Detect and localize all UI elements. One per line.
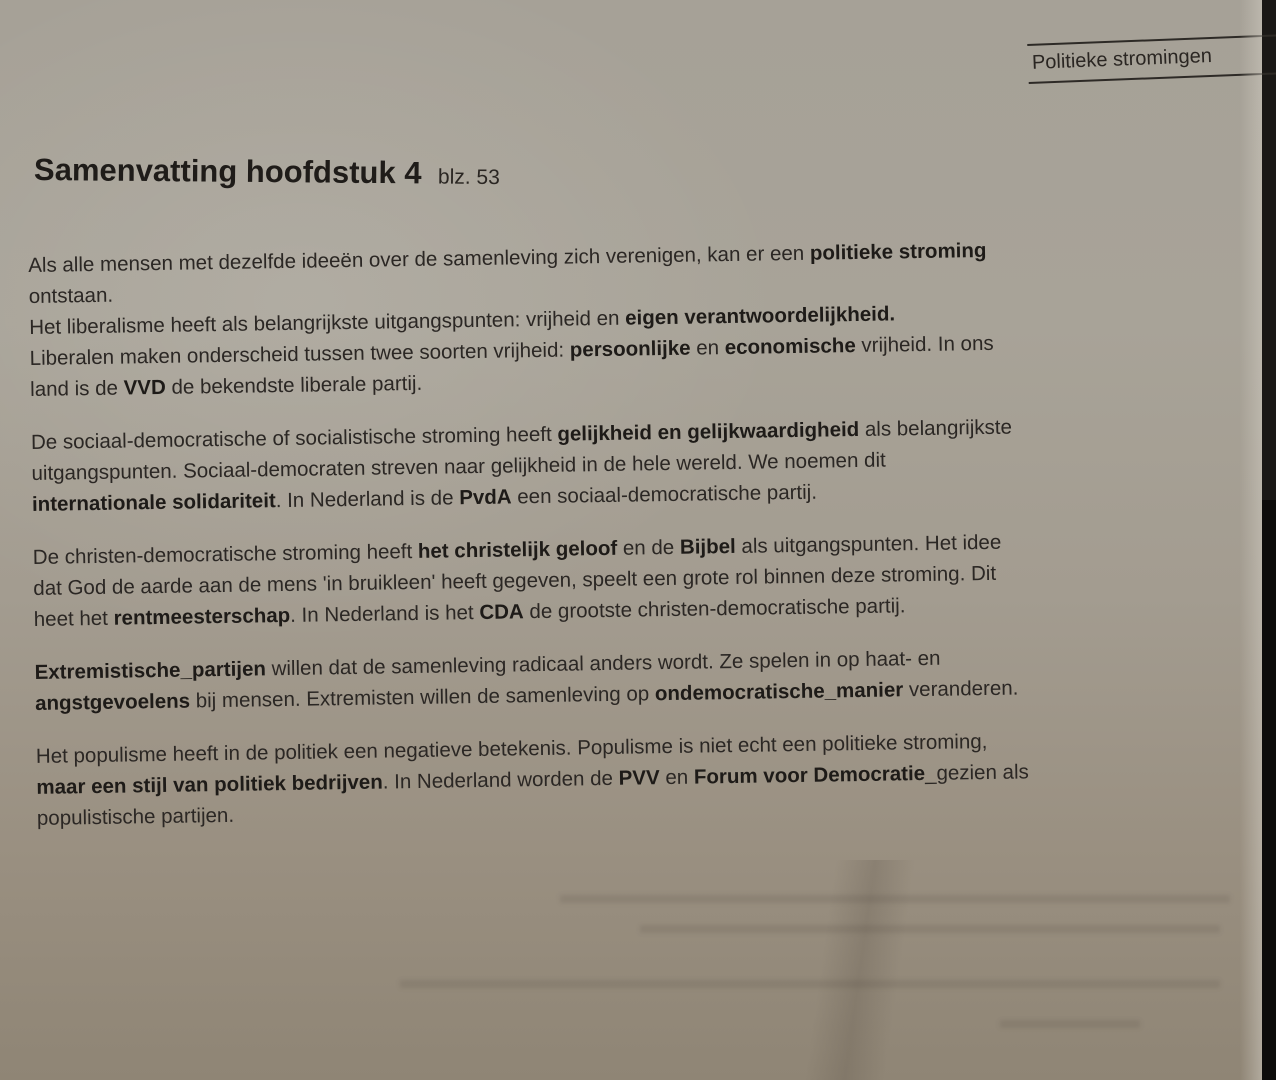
text: . bbox=[889, 302, 896, 326]
key-term: rentmeesterschap bbox=[113, 603, 291, 630]
paragraph-social-democracy bbox=[31, 408, 1242, 520]
page-title-row bbox=[34, 152, 500, 192]
text: de grootste christen-democratische partij. bbox=[523, 594, 906, 624]
text: Het populisme heeft in de politiek een negatieve betekenis. Populisme is niet echt een politieke stroming, bbox=[35, 729, 988, 768]
show-through-line bbox=[400, 980, 1220, 988]
key-term: internationale solidariteit bbox=[31, 489, 276, 516]
text: een sociaal-democratische partij. bbox=[511, 480, 818, 509]
text: land is de bbox=[30, 376, 124, 401]
key-term: politieke stroming bbox=[809, 238, 987, 265]
text: heet het bbox=[33, 606, 114, 631]
text: en de bbox=[617, 535, 681, 560]
key-term: gelijkheid en gelijkwaardigheid bbox=[557, 417, 860, 446]
text: De sociaal-democratische of socialistische stroming heeft bbox=[30, 422, 558, 454]
key-term: Extremistische_partijen bbox=[34, 657, 267, 684]
show-through-text bbox=[820, 150, 827, 176]
text: en bbox=[659, 765, 695, 790]
key-term: economische bbox=[724, 334, 856, 360]
page-title: Samenvatting hoofdstuk 4 bbox=[33, 152, 422, 191]
show-through-line bbox=[640, 925, 1220, 933]
paragraph-extremism bbox=[34, 638, 1245, 719]
text: Als alle mensen met dezelfde ideeën over de samenleving zich verenigen, kan er een bbox=[28, 241, 811, 277]
page-reference: blz. 53 bbox=[437, 165, 500, 190]
key-term: het christelijk geloof bbox=[417, 536, 618, 563]
text: als belangrijkste bbox=[859, 415, 1013, 441]
text: veranderen. bbox=[903, 676, 1019, 702]
text: de bekendste liberale partij. bbox=[165, 371, 423, 399]
paragraph-christian-democracy bbox=[33, 523, 1244, 635]
background-edge bbox=[1262, 500, 1276, 1080]
text: _gezien als bbox=[924, 760, 1029, 785]
text: vrijheid. In ons bbox=[855, 331, 994, 358]
key-term: CDA bbox=[479, 600, 524, 624]
text: . In Nederland worden de bbox=[382, 766, 619, 794]
text: bij mensen. Extremisten willen de samenleving op bbox=[189, 682, 656, 713]
key-term: VVD bbox=[123, 375, 166, 400]
text: . In Nederland is de bbox=[275, 486, 460, 513]
summary-body bbox=[28, 231, 1247, 834]
key-term: PVV bbox=[618, 766, 660, 790]
text: uitgangspunten. Sociaal-democraten streven naar gelijkheid in de hele wereld. We noemen dit bbox=[31, 448, 886, 485]
key-term: eigen verantwoordelijkheid bbox=[624, 302, 890, 330]
text: De christen-democratische stroming heeft bbox=[32, 539, 419, 569]
text: dat God de aarde aan de mens 'in bruikleen' heeft gegeven, speelt een grote rol binnen deze stroming. Dit bbox=[33, 561, 997, 600]
text: willen dat de samenleving radicaal anders wordt. Ze spelen in op haat- en bbox=[265, 646, 941, 681]
key-term: ondemocratische_manier bbox=[654, 678, 904, 706]
section-header-tab: Politieke stromingen bbox=[1027, 34, 1276, 84]
paragraph-liberalism bbox=[28, 231, 1240, 405]
paper-fold-shadow bbox=[805, 860, 916, 1080]
text: populistische partijen. bbox=[36, 803, 235, 830]
text: ontstaan. bbox=[28, 283, 114, 308]
text: Liberalen maken onderscheid tussen twee soorten vrijheid: bbox=[29, 338, 570, 370]
show-through-line bbox=[1000, 1020, 1140, 1028]
key-term: Bijbel bbox=[679, 534, 736, 559]
key-term: persoonlijke bbox=[569, 336, 691, 362]
text: . In Nederland is het bbox=[290, 600, 480, 627]
key-term: angstgevoelens bbox=[34, 689, 191, 715]
text: als uitgangspunten. Het idee bbox=[735, 530, 1002, 558]
paragraph-populism bbox=[36, 722, 1247, 834]
text: en bbox=[690, 336, 725, 360]
key-term: Forum voor Democratie bbox=[693, 761, 926, 789]
key-term: PvdA bbox=[459, 485, 512, 510]
key-term: maar een stijl van politiek bedrijven bbox=[36, 770, 383, 799]
text: Het liberalisme heeft als belangrijkste uitgangspunten: vrijheid en bbox=[29, 306, 626, 339]
